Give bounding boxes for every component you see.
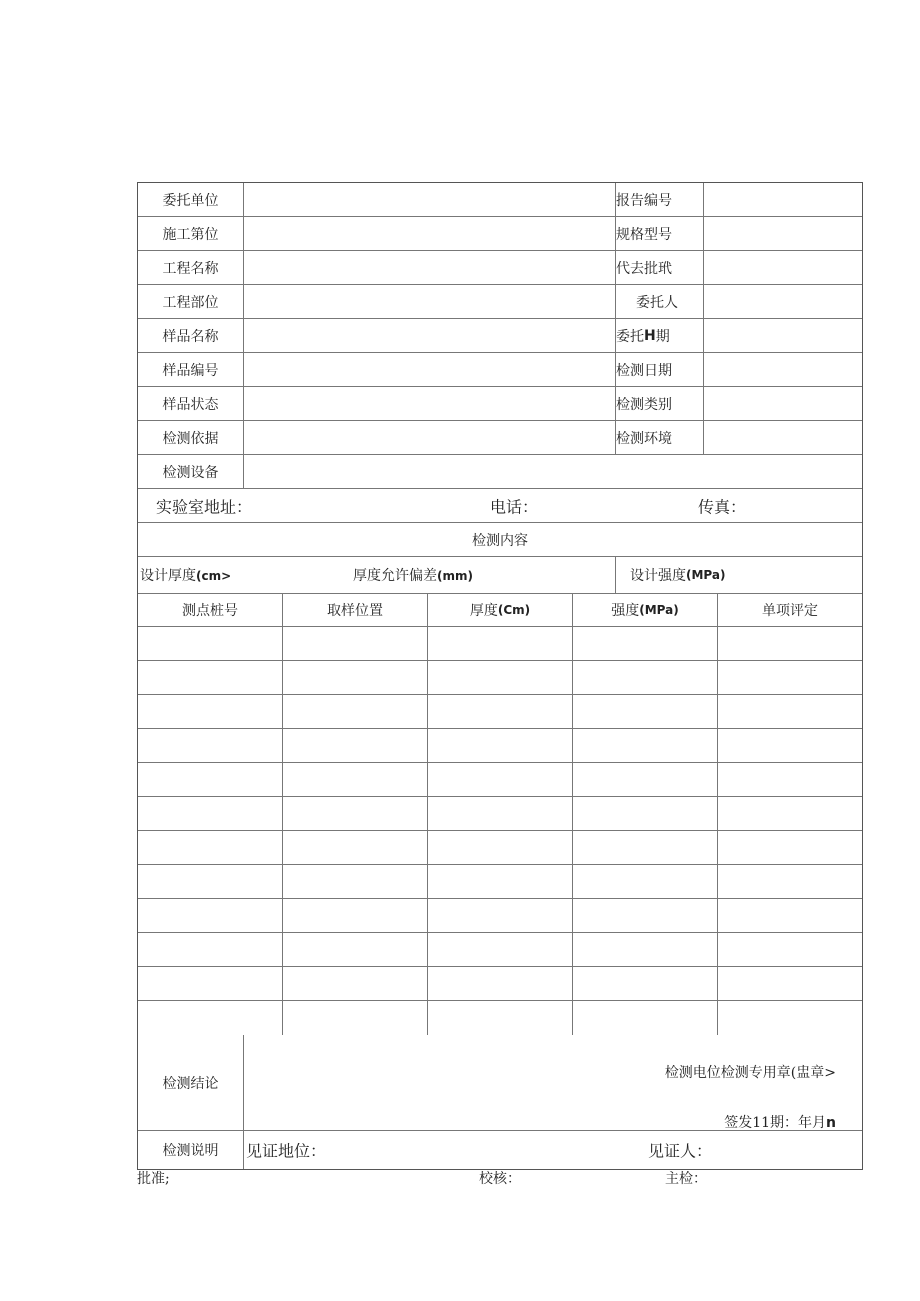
data-cell[interactable] bbox=[718, 865, 862, 898]
main-inspector-label: 主检： bbox=[665, 1171, 707, 1187]
info-value-8[interactable] bbox=[244, 421, 616, 454]
check-label: 校核： bbox=[479, 1171, 521, 1187]
data-cell[interactable] bbox=[428, 831, 573, 864]
data-cell[interactable] bbox=[428, 763, 573, 796]
conclusion-label: 检测结论 bbox=[138, 1035, 244, 1130]
data-cell[interactable] bbox=[428, 661, 573, 694]
data-row bbox=[138, 627, 862, 661]
equipment-label: 检测设备 bbox=[138, 455, 244, 488]
data-cell[interactable] bbox=[428, 865, 573, 898]
data-row bbox=[138, 729, 862, 763]
info-label-1: 委托单位 bbox=[138, 183, 244, 216]
data-cell[interactable] bbox=[573, 831, 718, 864]
data-cell[interactable] bbox=[718, 661, 862, 694]
data-cell[interactable] bbox=[718, 729, 862, 762]
data-row bbox=[138, 1001, 862, 1035]
data-cell[interactable] bbox=[283, 967, 428, 1000]
witness-label: 见证人： bbox=[648, 1141, 713, 1161]
data-cell[interactable] bbox=[428, 899, 573, 932]
data-cell[interactable] bbox=[573, 899, 718, 932]
info-value-1[interactable] bbox=[244, 183, 616, 216]
col-header-3-unit: (Cm) bbox=[497, 603, 531, 617]
data-cell[interactable] bbox=[428, 967, 573, 1000]
data-cell[interactable] bbox=[718, 695, 862, 728]
inspection-form bbox=[137, 182, 863, 1170]
info-value2-3[interactable] bbox=[704, 251, 862, 284]
data-body bbox=[138, 627, 862, 1035]
design-thickness-label: 设计厚度 bbox=[140, 568, 196, 584]
data-cell[interactable] bbox=[573, 865, 718, 898]
data-cell[interactable] bbox=[428, 933, 573, 966]
issue-date bbox=[724, 1112, 836, 1132]
data-cell[interactable] bbox=[573, 627, 718, 660]
col-header-2 bbox=[283, 594, 428, 626]
info-value-6[interactable] bbox=[244, 353, 616, 386]
equipment-value[interactable] bbox=[244, 455, 862, 488]
info-label2-5c: 期 bbox=[655, 328, 670, 345]
design-thickness bbox=[140, 565, 231, 585]
col-header-5 bbox=[718, 594, 862, 626]
witness-unit-label: 见证地位： bbox=[246, 1141, 327, 1161]
lab-info bbox=[138, 489, 862, 522]
col-header-1 bbox=[138, 594, 283, 626]
data-cell[interactable] bbox=[718, 899, 862, 932]
tolerance-unit: (mm) bbox=[437, 569, 473, 583]
data-cell[interactable] bbox=[283, 899, 428, 932]
info-label2-7: 检测类别 bbox=[616, 387, 704, 420]
data-cell[interactable] bbox=[138, 899, 283, 932]
data-row bbox=[138, 933, 862, 967]
data-cell[interactable] bbox=[573, 695, 718, 728]
explanation-body[interactable] bbox=[244, 1131, 862, 1169]
col-header-4-label: 强度 bbox=[611, 603, 640, 619]
data-row bbox=[138, 763, 862, 797]
data-cell[interactable] bbox=[283, 695, 428, 728]
data-cell[interactable] bbox=[138, 695, 283, 728]
conclusion-row bbox=[138, 1035, 862, 1131]
design-row bbox=[138, 557, 862, 594]
col-header-1-label: 测点桩号 bbox=[182, 603, 238, 619]
design-strength-cell bbox=[616, 557, 862, 593]
data-row bbox=[138, 899, 862, 933]
data-cell[interactable] bbox=[718, 933, 862, 966]
data-row bbox=[138, 695, 862, 729]
info-label-7: 样品状态 bbox=[138, 387, 244, 420]
design-thickness-unit: (cm> bbox=[196, 569, 232, 583]
info-label2-8: 检测环境 bbox=[616, 421, 704, 454]
info-label-4: 工程部位 bbox=[138, 285, 244, 318]
info-value2-1[interactable] bbox=[704, 183, 862, 216]
data-cell[interactable] bbox=[718, 627, 862, 660]
data-cell[interactable] bbox=[573, 797, 718, 830]
data-row bbox=[138, 967, 862, 1001]
data-cell[interactable] bbox=[138, 1001, 283, 1035]
data-cell[interactable] bbox=[718, 967, 862, 1000]
data-cell[interactable] bbox=[138, 831, 283, 864]
info-label2-3: 代去批玳 bbox=[616, 251, 704, 284]
issue-date-suffix: n bbox=[826, 1115, 836, 1131]
col-header-3-label: 厚度 bbox=[469, 603, 498, 619]
info-row-5 bbox=[138, 319, 862, 353]
info-value2-4[interactable] bbox=[704, 285, 862, 318]
design-strength-label: 设计强度 bbox=[630, 568, 686, 584]
data-cell[interactable] bbox=[573, 763, 718, 796]
lab-fax-label: 传真： bbox=[698, 497, 747, 516]
data-row bbox=[138, 797, 862, 831]
lab-row bbox=[138, 489, 862, 523]
content-title: 检测内容 bbox=[472, 532, 528, 549]
info-label-8: 检测依据 bbox=[138, 421, 244, 454]
data-cell[interactable] bbox=[428, 797, 573, 830]
info-label2-6: 检测日期 bbox=[616, 353, 704, 386]
info-label-3: 工程名称 bbox=[138, 251, 244, 284]
info-row-1 bbox=[138, 183, 862, 217]
col-header-4-unit: (MPa) bbox=[639, 603, 679, 617]
data-cell[interactable] bbox=[283, 933, 428, 966]
info-label2-5 bbox=[616, 319, 704, 352]
col-header-3 bbox=[428, 594, 573, 626]
issue-date-label: 签发11期：年月 bbox=[724, 1115, 827, 1131]
lab-address-label: 实验室地址： bbox=[156, 497, 253, 516]
data-cell[interactable] bbox=[283, 797, 428, 830]
info-value-5[interactable] bbox=[244, 319, 616, 352]
data-cell[interactable] bbox=[573, 661, 718, 694]
data-cell[interactable] bbox=[283, 627, 428, 660]
data-header-row bbox=[138, 594, 862, 627]
data-cell[interactable] bbox=[573, 933, 718, 966]
data-cell[interactable] bbox=[283, 661, 428, 694]
info-label-6: 样品编号 bbox=[138, 353, 244, 386]
data-cell[interactable] bbox=[718, 831, 862, 864]
info-row-3 bbox=[138, 251, 862, 285]
content-title-row bbox=[138, 523, 862, 557]
data-cell[interactable] bbox=[718, 797, 862, 830]
data-cell[interactable] bbox=[138, 627, 283, 660]
data-row bbox=[138, 831, 862, 865]
info-value2-8[interactable] bbox=[704, 421, 862, 454]
info-label2-5b: H bbox=[644, 327, 656, 344]
data-cell[interactable] bbox=[138, 933, 283, 966]
info-label2-1: 报告编号 bbox=[616, 183, 704, 216]
info-row-8 bbox=[138, 421, 862, 455]
info-label2-4: 委托人 bbox=[616, 285, 704, 318]
data-cell[interactable] bbox=[138, 967, 283, 1000]
data-cell[interactable] bbox=[283, 1001, 428, 1035]
info-value-3[interactable] bbox=[244, 251, 616, 284]
data-cell[interactable] bbox=[428, 695, 573, 728]
col-header-2-label: 取样位置 bbox=[327, 603, 383, 619]
explanation-row bbox=[138, 1131, 862, 1169]
info-value2-6[interactable] bbox=[704, 353, 862, 386]
info-value2-5[interactable] bbox=[704, 319, 862, 352]
data-cell[interactable] bbox=[573, 729, 718, 762]
data-row bbox=[138, 661, 862, 695]
data-cell[interactable] bbox=[718, 763, 862, 796]
lab-phone-label: 电话： bbox=[490, 497, 539, 516]
info-row-7 bbox=[138, 387, 862, 421]
col-header-5-label: 单项评定 bbox=[762, 603, 818, 619]
info-value-7[interactable] bbox=[244, 387, 616, 420]
col-header-4 bbox=[573, 594, 718, 626]
info-row-4 bbox=[138, 285, 862, 319]
data-cell[interactable] bbox=[283, 729, 428, 762]
seal-text: 检测电位检测专用章(盅章> bbox=[664, 1065, 836, 1081]
tolerance-label: 厚度允许偏差 bbox=[353, 568, 437, 584]
data-cell[interactable] bbox=[283, 865, 428, 898]
explanation-label: 检测说明 bbox=[138, 1131, 244, 1169]
info-value-4[interactable] bbox=[244, 285, 616, 318]
approve-label: 批准; bbox=[137, 1171, 170, 1187]
signature-footer bbox=[137, 1168, 863, 1190]
info-row-6 bbox=[138, 353, 862, 387]
data-cell[interactable] bbox=[283, 763, 428, 796]
data-cell[interactable] bbox=[138, 797, 283, 830]
design-thickness-cell bbox=[138, 557, 616, 593]
data-cell[interactable] bbox=[138, 763, 283, 796]
tolerance bbox=[353, 565, 473, 585]
info-label-5: 样品名称 bbox=[138, 319, 244, 352]
data-cell[interactable] bbox=[428, 1001, 573, 1035]
info-row-2 bbox=[138, 217, 862, 251]
equipment-row bbox=[138, 455, 862, 489]
info-value-2[interactable] bbox=[244, 217, 616, 250]
data-cell[interactable] bbox=[573, 967, 718, 1000]
data-cell[interactable] bbox=[428, 627, 573, 660]
design-strength-unit: (MPa) bbox=[686, 568, 726, 582]
info-label2-5a: 委托 bbox=[616, 328, 644, 345]
data-cell[interactable] bbox=[138, 729, 283, 762]
data-cell[interactable] bbox=[573, 1001, 718, 1035]
data-cell[interactable] bbox=[718, 1001, 862, 1035]
data-row bbox=[138, 865, 862, 899]
conclusion-body[interactable] bbox=[244, 1035, 862, 1130]
info-value2-2[interactable] bbox=[704, 217, 862, 250]
data-cell[interactable] bbox=[138, 661, 283, 694]
info-label-2: 施工第位 bbox=[138, 217, 244, 250]
data-cell[interactable] bbox=[428, 729, 573, 762]
info-value2-7[interactable] bbox=[704, 387, 862, 420]
data-cell[interactable] bbox=[138, 865, 283, 898]
data-cell[interactable] bbox=[283, 831, 428, 864]
info-label2-2: 规格型号 bbox=[616, 217, 704, 250]
